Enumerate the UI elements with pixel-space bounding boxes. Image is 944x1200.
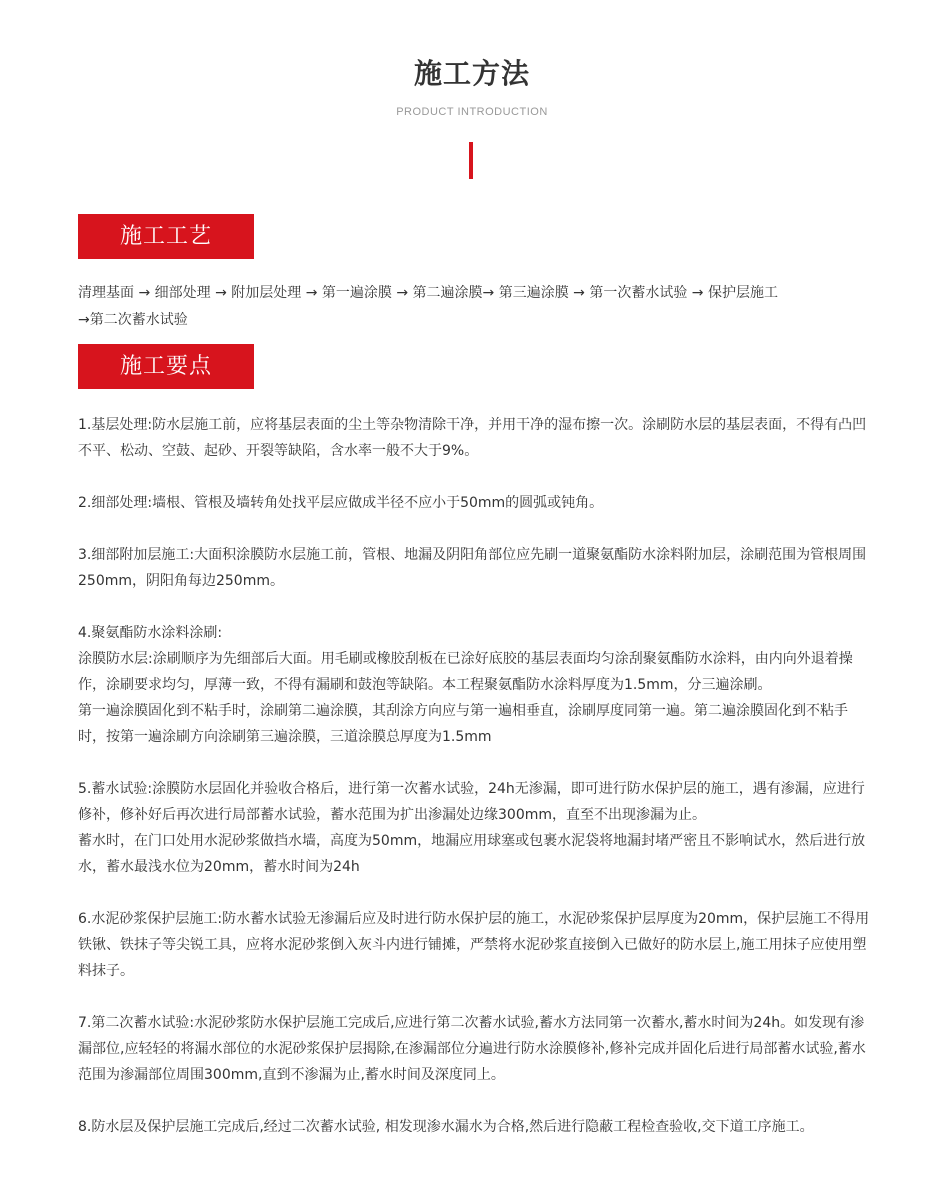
title-accent-bar (469, 142, 473, 179)
key-point-paragraph: 3.细部附加层施工:大面积涂膜防水层施工前，管根、地漏及阴阳角部位应先刷一道聚氨酯防水涂料附加层，涂刷范围为管根周围250mm，阴阳角每边250mm。 (78, 547, 867, 589)
key-point-paragraph: 第一遍涂膜固化到不粘手时，涂刷第二遍涂膜，其刮涂方向应与第一遍相垂直，涂刷厚度同第一遍。第二遍涂膜固化到不粘手时，按第一遍涂刷方向涂刷第三遍涂膜，三道涂膜总厚度为1.5mm (78, 703, 848, 745)
key-point-item (78, 620, 873, 750)
section-banner-key-points: 施工要点 (78, 344, 254, 389)
key-point-paragraph: 4.聚氨酯防水涂料涂刷: (78, 625, 223, 641)
key-point-item (78, 490, 873, 516)
key-point-item (78, 542, 873, 594)
process-flow-text (78, 280, 868, 334)
key-point-item (78, 1010, 873, 1088)
key-point-paragraph: 6.水泥砂浆保护层施工:防水蓄水试验无渗漏后应及时进行防水保护层的施工，水泥砂浆保护层厚度为20mm，保护层施工不得用铁锹、铁抹子等尖锐工具，应将水泥砂浆倒入灰斗内进行铺摊，严禁将水泥砂浆直接倒入已做好的防水层上,施工用抹子应使用塑料抹子。 (78, 911, 870, 979)
key-point-paragraph: 涂膜防水层:涂刷顺序为先细部后大面。用毛刷或橡胶刮板在已涂好底胶的基层表面均匀涂刮聚氨酯防水涂料，由内向外退着操作，涂刷要求均匀，厚薄一致，不得有漏刷和鼓泡等缺陷。本工程聚氨酯防水涂料厚度为1.5mm，分三遍涂刷。 (78, 651, 853, 693)
process-flow-line: →第二次蓄水试验 (78, 312, 188, 328)
key-point-paragraph: 蓄水时，在门口处用水泥砂浆做挡水墙，高度为50mm，地漏应用球塞或包裹水泥袋将地漏封堵严密且不影响试水，然后进行放水，蓄水最浅水位为20mm，蓄水时间为24h (78, 833, 866, 875)
key-point-item (78, 1114, 873, 1140)
key-point-paragraph: 1.基层处理:防水层施工前，应将基层表面的尘土等杂物清除干净，并用干净的湿布擦一次。涂刷防水层的基层表面，不得有凸凹不平、松动、空鼓、起砂、开裂等缺陷，含水率一般不大于9%。 (78, 417, 867, 459)
key-point-item (78, 906, 873, 984)
key-point-paragraph: 5.蓄水试验:涂膜防水层固化并验收合格后，进行第一次蓄水试验，24h无渗漏，即可进行防水保护层的施工，遇有渗漏，应进行修补，修补好后再次进行局部蓄水试验，蓄水范围为扩出渗漏处边缘300mm，直至不出现渗漏为止。 (78, 781, 865, 823)
page-title: 施工方法 (413, 57, 530, 90)
key-point-paragraph: 2.细部处理:墙根、管根及墙转角处找平层应做成半径不应小于50mm的圆弧或钝角。 (78, 495, 604, 511)
key-point-item (78, 776, 873, 880)
section-banner-craft: 施工工艺 (78, 214, 254, 259)
key-points-list (78, 412, 873, 1166)
key-point-item (78, 412, 873, 464)
key-point-paragraph: 8.防水层及保护层施工完成后,经过二次蓄水试验, 相发现渗水漏水为合格,然后进行隐蔽工程检查验收,交下道工序施工。 (78, 1119, 814, 1135)
process-flow-line: 清理基面 → 细部处理 → 附加层处理 → 第一遍涂膜 → 第二遍涂膜→ 第三遍涂膜 → 第一次蓄水试验 → 保护层施工 (78, 285, 778, 301)
key-point-paragraph: 7.第二次蓄水试验:水泥砂浆防水保护层施工完成后,应进行第二次蓄水试验,蓄水方法同第一次蓄水,蓄水时间为24h。如发现有渗漏部位,应轻轻的将漏水部位的水泥砂浆保护层揭除,在渗漏部位分遍进行防水涂膜修补,修补完成并固化后进行局部蓄水试验,蓄水范围为渗漏部位周围300mm,直到不渗漏为止,蓄水时间及深度同上。 (78, 1015, 866, 1083)
page-subtitle: PRODUCT INTRODUCTION (396, 106, 548, 118)
